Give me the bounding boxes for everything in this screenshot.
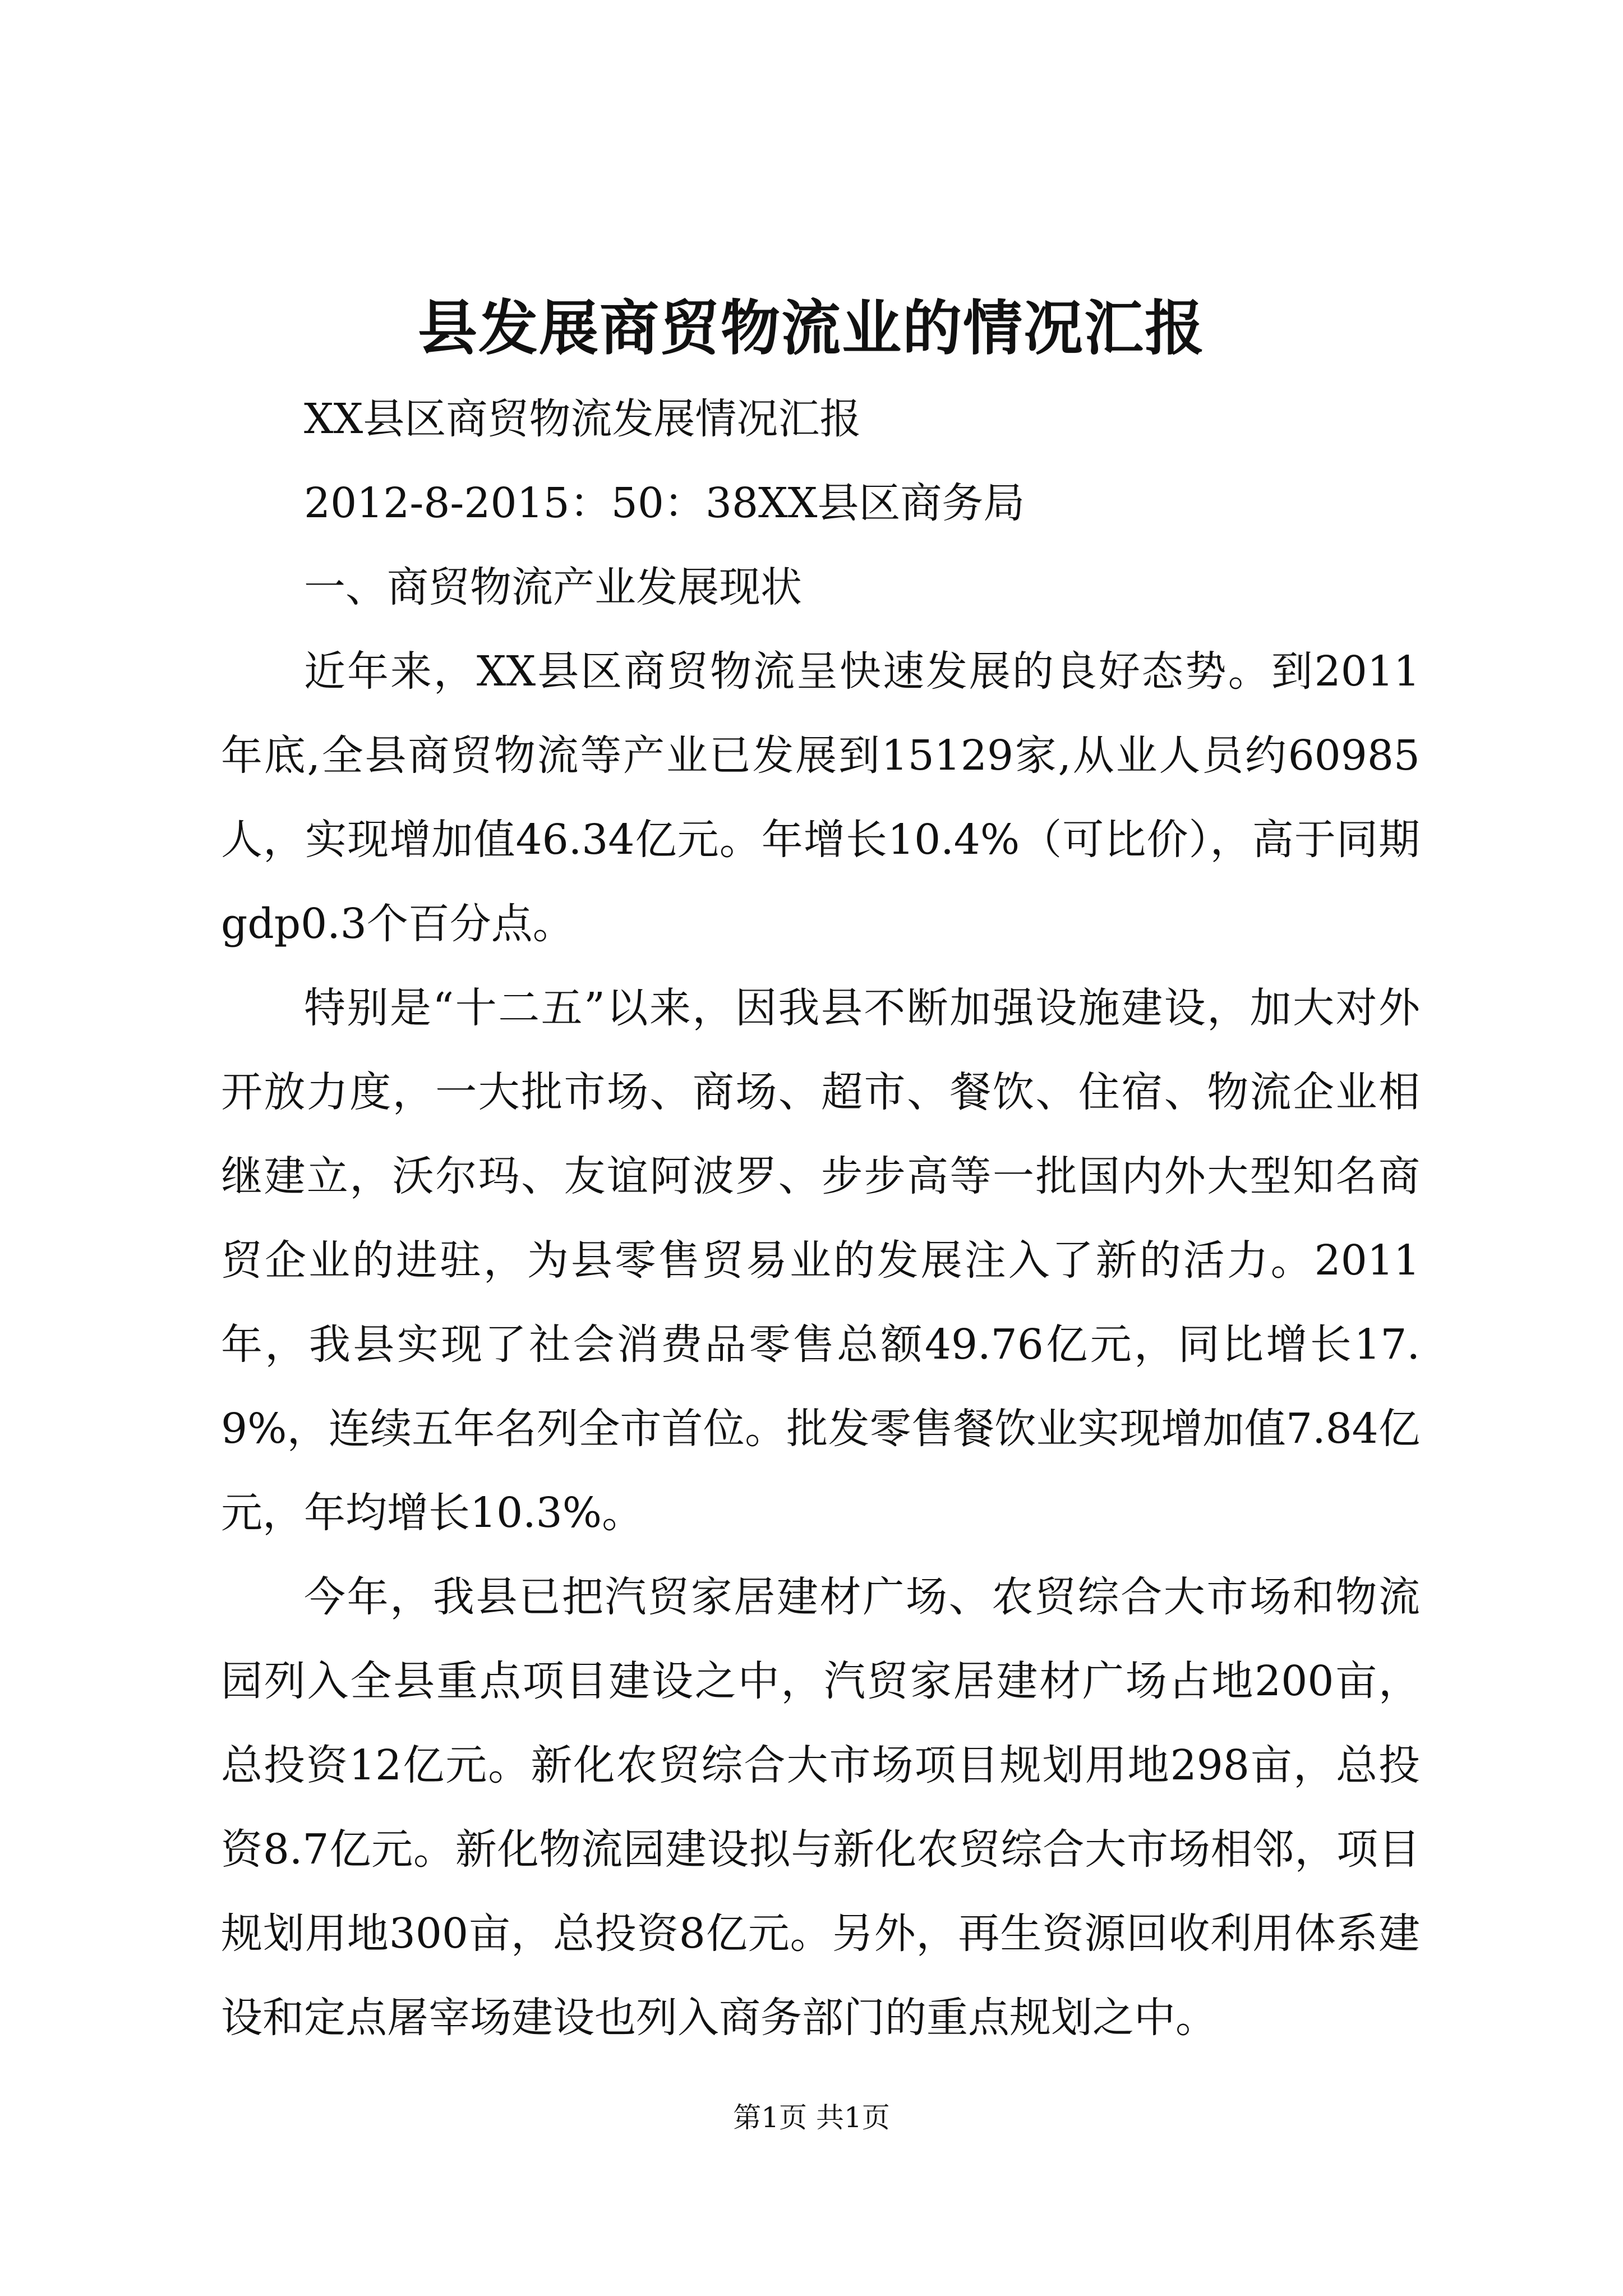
document-title: 县发展商贸物流业的情况汇报 [418, 293, 1205, 363]
section-heading: 一、商贸物流产业发展现状 [304, 563, 802, 611]
body-paragraph: 近年来，XX县区商贸物流呈快速发展的良好态势。到2011年底,全县商贸物流等产业已发展到15129家,从业人员约60985人，实现增加值46.34亿元。年增长10.4%（可比价），高于同期gdp0.3个百分点。 [221, 647, 1420, 948]
document-body [221, 377, 1420, 2060]
date-author-paragraph: 2012-8-2015：50：38XX县区商务局 [304, 479, 1025, 527]
body-paragraph: 特别是“十二五”以来，因我县不断加强设施建设，加大对外开放力度，一大批市场、商场、超市、餐饮、住宿、物流企业相继建立，沃尔玛、友谊阿波罗、步步高等一批国内外大型知名商贸企业的进驻，为县零售贸易业的发展注入了新的活力。2011年，我县实现了社会消费品零售总额49.76亿元，同比增长17.9%，连续五年名列全市首位。批发零售餐饮业实现增加值7.84亿元，年均增长10.3%。 [221, 984, 1420, 1537]
body-paragraph: 今年，我县已把汽贸家居建材广场、农贸综合大市场和物流园列入全县重点项目建设之中，汽贸家居建材广场占地200亩，总投资12亿元。新化农贸综合大市场项目规划用地298亩，总投资8.7亿元。新化物流园建设拟与新化农贸综合大市场相邻，项目规划用地300亩，总投资8亿元。另外，再生资源回收利用体系建设和定点屠宰场建设也列入商务部门的重点规划之中。 [221, 1573, 1420, 2042]
subtitle-paragraph: XX县区商贸物流发展情况汇报 [304, 395, 861, 443]
page-footer: 第1页 共1页 [733, 2101, 890, 2134]
